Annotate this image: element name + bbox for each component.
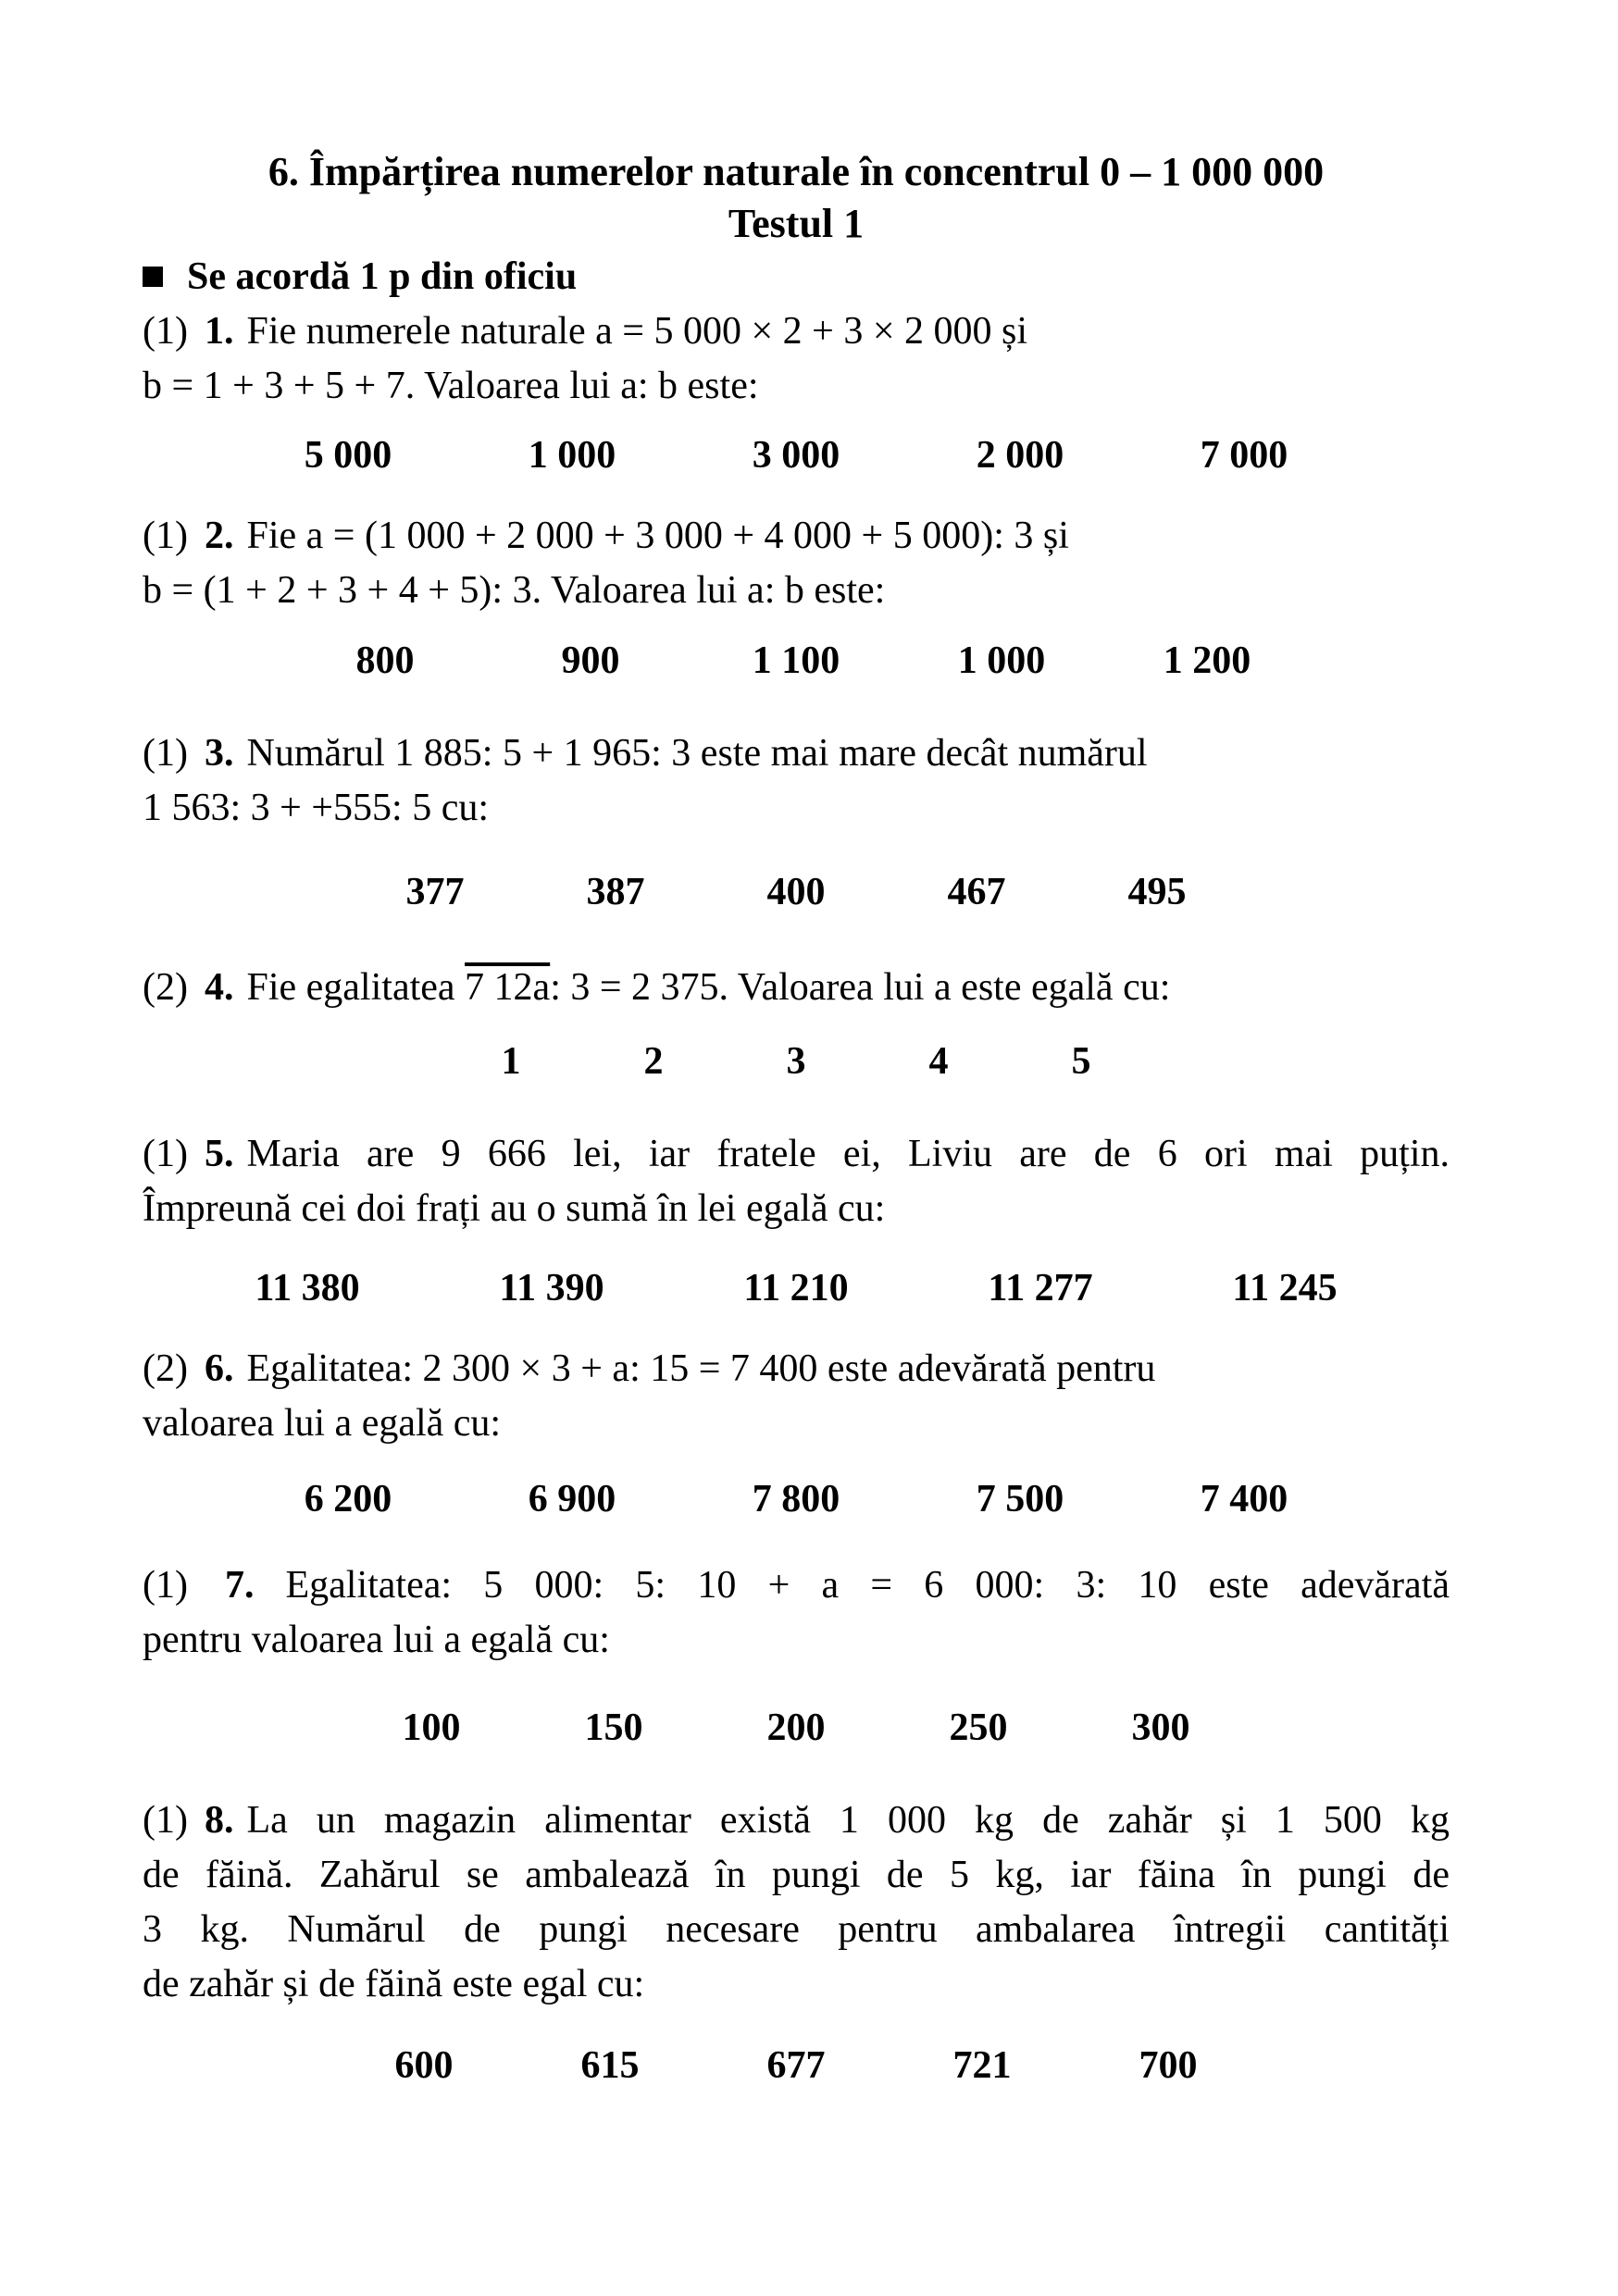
question-number: 3. [204, 732, 234, 775]
question-text: Numărul 1 885: 5 + 1 965: 3 este mai mare decât numărul [246, 732, 1148, 775]
answer-options-8 [143, 2039, 1450, 2093]
answer-option[interactable]: 495 [1127, 871, 1187, 913]
test-title: Testul 1 [728, 201, 865, 246]
question-text: : 3 = 2 375. Valoarea lui a este egală cu: [550, 966, 1171, 1009]
answer-option[interactable]: 615 [580, 2044, 640, 2087]
answer-option[interactable]: 5 000 [304, 434, 392, 477]
answer-option[interactable]: 1 200 [1163, 639, 1251, 682]
answer-option[interactable]: 600 [394, 2044, 454, 2087]
answer-option[interactable]: 11 245 [1232, 1267, 1338, 1309]
question-points: (2) [143, 966, 188, 1009]
answer-option[interactable]: 11 390 [499, 1267, 604, 1309]
answer-option[interactable]: 467 [947, 871, 1006, 913]
question-points: (1) [143, 1564, 188, 1607]
answer-option[interactable]: 7 000 [1200, 434, 1288, 477]
question-number: 5. [204, 1133, 234, 1175]
question-3 [143, 726, 1450, 836]
question-points: (1) [143, 515, 188, 557]
question-text: Împreună cei doi frați au o sumă în lei egală cu: [143, 1187, 886, 1230]
question-text: de zahăr și de făină este egal cu: [143, 1963, 645, 2005]
chapter-title: 6. Împărțirea numerelor naturale în concentrul 0 – 1 000 000 [268, 149, 1325, 194]
answer-option[interactable]: 377 [405, 871, 465, 913]
question-number: 7. [224, 1564, 255, 1607]
answer-option[interactable]: 1 [501, 1040, 521, 1083]
question-text: b = 1 + 3 + 5 + 7. Valoarea lui a: b este: [143, 365, 759, 407]
answer-option[interactable]: 400 [766, 871, 826, 913]
answer-option[interactable]: 11 277 [988, 1267, 1093, 1309]
question-text: 3 kg. Numărul de pungi necesare pentru ambalarea întregii cantități [143, 1908, 1450, 1951]
answer-option[interactable]: 3 [786, 1040, 806, 1083]
answer-option[interactable]: 250 [949, 1706, 1008, 1749]
overlined-number: 7 12a [465, 966, 551, 1009]
question-points: (1) [143, 1133, 188, 1175]
answer-option[interactable]: 200 [766, 1706, 826, 1749]
question-points: (1) [143, 310, 188, 353]
question-text: Maria are 9 666 lei, iar fratele ei, Liviu are de 6 ori mai puțin. [246, 1133, 1450, 1175]
question-6 [143, 1342, 1450, 1451]
question-number: 2. [204, 515, 234, 557]
question-text: Fie a = (1 000 + 2 000 + 3 000 + 4 000 + 5 000): 3 și [246, 515, 1069, 557]
question-number: 1. [204, 310, 234, 353]
scoring-note-text: Se acordă 1 p din oficiu [187, 255, 578, 298]
answer-option[interactable]: 387 [586, 871, 645, 913]
answer-option[interactable]: 900 [561, 639, 620, 682]
answer-option[interactable]: 6 900 [528, 1478, 616, 1520]
question-text: b = (1 + 2 + 3 + 4 + 5): 3. Valoarea lui a: b este: [143, 569, 886, 612]
answer-option[interactable]: 7 800 [752, 1478, 840, 1520]
question-text: valoarea lui a egală cu: [143, 1402, 502, 1445]
answer-option[interactable]: 800 [355, 639, 415, 682]
answer-option[interactable]: 2 [643, 1040, 664, 1083]
question-number: 8. [204, 1799, 234, 1842]
question-text: Fie egalitatea [246, 966, 466, 1009]
answer-option[interactable]: 721 [952, 2044, 1012, 2087]
question-5 [143, 1127, 1450, 1236]
answer-option[interactable]: 6 200 [304, 1478, 392, 1520]
answer-option[interactable]: 150 [584, 1706, 643, 1749]
answer-options-5 [143, 1261, 1450, 1316]
question-points: (1) [143, 1799, 188, 1842]
answer-option[interactable]: 11 380 [255, 1267, 360, 1309]
question-text: Egalitatea: 2 300 × 3 + a: 15 = 7 400 este adevărată pentru [246, 1347, 1156, 1390]
answer-option[interactable]: 300 [1131, 1706, 1190, 1749]
question-number: 6. [204, 1347, 234, 1390]
answer-option[interactable]: 3 000 [752, 434, 840, 477]
answer-option[interactable]: 5 [1071, 1040, 1091, 1083]
question-7 [143, 1558, 1450, 1668]
answer-option[interactable]: 1 000 [528, 434, 616, 477]
question-8 [143, 1793, 1450, 2012]
question-points: (1) [143, 732, 188, 775]
answer-option[interactable]: 4 [928, 1040, 949, 1083]
question-4 [143, 961, 1450, 1015]
question-points: (2) [143, 1347, 188, 1390]
answer-option[interactable]: 1 000 [957, 639, 1046, 682]
answer-option[interactable]: 7 400 [1200, 1478, 1288, 1520]
square-bullet-icon [143, 267, 163, 287]
question-text: Fie numerele naturale a = 5 000 × 2 + 3 × 2 000 și [246, 310, 1028, 353]
question-2 [143, 509, 1450, 618]
question-number: 4. [204, 966, 234, 1009]
answer-options-7 [143, 1701, 1450, 1756]
answer-options-4 [143, 1035, 1450, 1089]
question-text: La un magazin alimentar există 1 000 kg de zahăr și 1 500 kg [246, 1799, 1450, 1842]
question-text: 1 563: 3 + +555: 5 cu: [143, 787, 490, 829]
scoring-note [143, 250, 1450, 304]
answer-option[interactable]: 700 [1139, 2044, 1198, 2087]
answer-option[interactable]: 7 500 [976, 1478, 1064, 1520]
answer-options-2 [143, 634, 1450, 689]
answer-options-6 [143, 1472, 1450, 1527]
question-text: pentru valoarea lui a egală cu: [143, 1619, 610, 1661]
answer-options-1 [143, 428, 1450, 483]
answer-option[interactable]: 2 000 [976, 434, 1064, 477]
answer-option[interactable]: 100 [402, 1706, 461, 1749]
question-1 [143, 304, 1450, 414]
answer-options-3 [143, 865, 1450, 920]
answer-option[interactable]: 11 210 [743, 1267, 849, 1309]
answer-option[interactable]: 677 [766, 2044, 826, 2087]
question-text: de făină. Zahărul se ambalează în pungi de 5 kg, iar făina în pungi de [143, 1854, 1450, 1896]
question-text: Egalitatea: 5 000: 5: 10 + a = 6 000: 3: 10 este adevărată [285, 1564, 1450, 1607]
answer-option[interactable]: 1 100 [752, 639, 840, 682]
